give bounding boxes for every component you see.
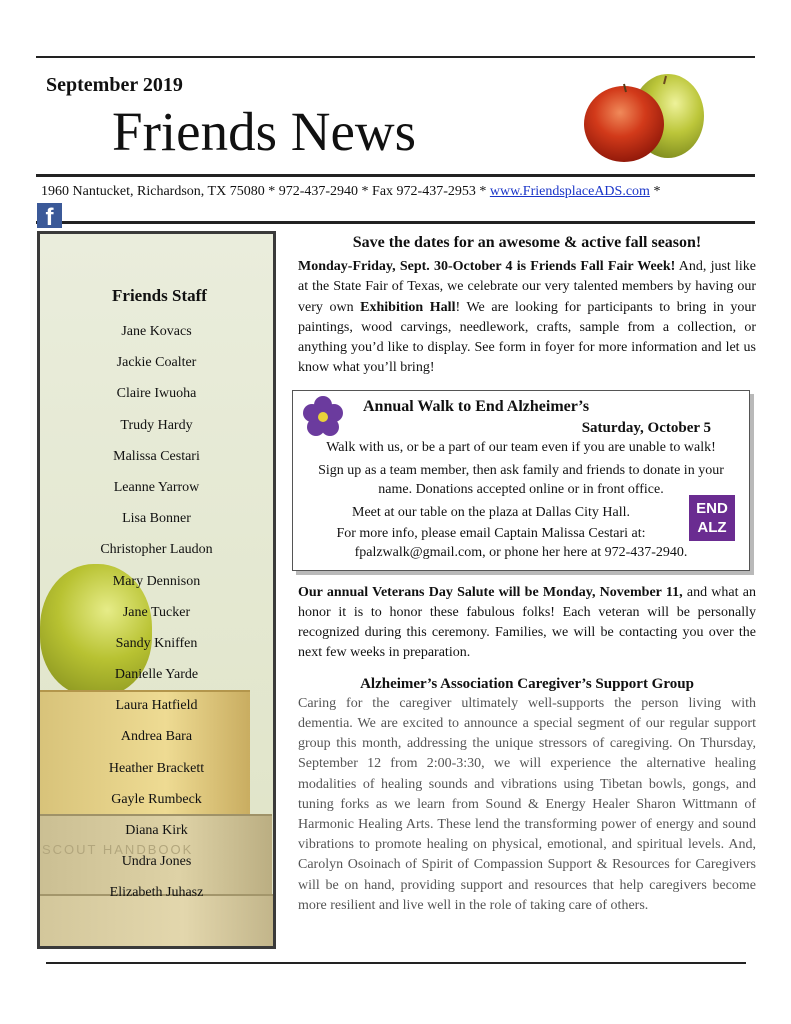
apples-illustration: [580, 72, 708, 164]
fall-lead: Monday-Friday, Sept. 30-October 4 is Friends Fall Fair Week!: [298, 259, 676, 275]
walk-announcement-box: [292, 390, 750, 570]
fall-text-1: And, just like at the State Fair of Texas, we celebrate our very talented members by having our very own: [298, 259, 757, 315]
staff-member: Claire Iwuoha: [116, 386, 197, 402]
walk-line-2: Sign up as a team member, then ask family and friends to donate in your name. Donations accepted online or in front office.: [318, 462, 724, 497]
walk-line-3: Meet at our table on the plaza at Dallas City Hall.: [352, 504, 630, 520]
contact-line: [41, 184, 660, 200]
issue-date: September 2019: [46, 74, 183, 96]
veterans-text: and what an honor it is to honor these fabulous folks! Each veteran will be personally recognized during this ceremony. Families, we will be contacting you over the next few weeks in preparation.: [298, 584, 756, 661]
staff-member: Trudy Hardy: [120, 417, 193, 433]
staff-member: Christopher Laudon: [100, 542, 213, 558]
end-alz-logo: [689, 495, 735, 541]
staff-member: Danielle Yarde: [114, 667, 199, 683]
title-rule: [36, 174, 755, 177]
staff-member: Lisa Bonner: [122, 511, 191, 527]
staff-member: Andrea Bara: [120, 729, 193, 745]
staff-sidebar: [37, 231, 276, 949]
support-heading: Alzheimer’s Association Caregiver’s Support Group: [360, 675, 694, 692]
fall-paragraph: [298, 257, 756, 378]
staff-member: Heather Brackett: [108, 760, 205, 776]
staff-member: Sandy Kniffen: [115, 635, 198, 651]
support-paragraph: Caring for the caregiver ultimately well-supports the person living with dementia. We are excited to announce a special segment of our regular support group this month, addressing the unique stressors of caregiving. On Thursday, September 12 from 2:00-3:30, we will experience the alternative healing modalities of healing sounds and vibrations using Tibetan bowls, gongs, and tuning forks as we learn from Sound & Energy Healer Sharon Wittmann of Harmonic Healing Arts. These lend the transforming power of energy and sound vibrations to promote healing on physical, emotional, and spiritual levels. And, Carolyn Osoinach of Spirit of Compassion Support & Resources for Caregivers will be on hand, providing support and resources that help caregivers become more resilient and live well in the role of taking care of others.: [298, 695, 756, 913]
logo-word-end: END: [696, 500, 728, 518]
exhibition-hall: Exhibition Hall: [360, 299, 456, 315]
fall-heading: Save the dates for an awesome & active fall season!: [352, 234, 702, 251]
fall-text-2: ! We are looking for participants to bring in your paintings, wood carvings, needlework, crafts, sample from a collection, or anything you’d like to display. See form in foyer for more information and let us know what you’ll bring!: [298, 299, 756, 376]
staff-member: Jane Kovacs: [121, 324, 192, 339]
veterans-paragraph: [298, 583, 756, 664]
staff-member: Malissa Cestari: [113, 448, 200, 464]
facebook-icon[interactable]: f: [37, 203, 62, 228]
staff-member: Laura Hatfield: [115, 698, 198, 714]
staff-member: Mary Dennison: [112, 573, 201, 589]
staff-heading: Friends Staff: [112, 286, 207, 305]
website-link[interactable]: www.FriendsplaceADS.com: [489, 184, 650, 199]
address-text: 1960 Nantucket, Richardson, TX 75080 * 972-437-2940 * Fax 972-437-2953 *: [41, 184, 490, 199]
staff-list: [40, 316, 273, 909]
address-suffix: *: [649, 184, 661, 199]
top-rule: [36, 56, 755, 58]
staff-member: Leanne Yarrow: [113, 479, 200, 495]
main-column: [298, 233, 756, 916]
walk-title: Annual Walk to End Alzheimer’s: [363, 398, 590, 416]
walk-date: Saturday, October 5: [581, 419, 711, 436]
logo-word-alz: ALZ: [697, 519, 727, 537]
walk-line-4: For more info, please email Captain Malissa Cestari at:: [336, 525, 646, 541]
newsletter-title: Friends News: [112, 101, 417, 162]
walk-line-1: Walk with us, or be a part of our team even if you are unable to walk!: [326, 439, 716, 455]
book-spine-text: SCOUT HANDBOOK: [42, 842, 194, 857]
forget-me-not-flower-icon: [301, 395, 345, 439]
staff-member: Gayle Rumbeck: [111, 791, 202, 807]
walk-line-5: fpalzwalk@gmail.com, or phone her here at 972-437-2940.: [354, 544, 688, 560]
staff-member: Jane Tucker: [122, 604, 191, 620]
staff-member: Jackie Coalter: [116, 355, 197, 371]
bottom-rule: [46, 962, 746, 964]
address-rule: [36, 221, 755, 224]
staff-member: Elizabeth Juhasz: [109, 885, 204, 901]
staff-member: Undra Jones: [121, 854, 192, 870]
staff-member: Diana Kirk: [125, 823, 188, 838]
veterans-lead: Our annual Veterans Day Salute will be Monday, November 11,: [298, 584, 683, 600]
